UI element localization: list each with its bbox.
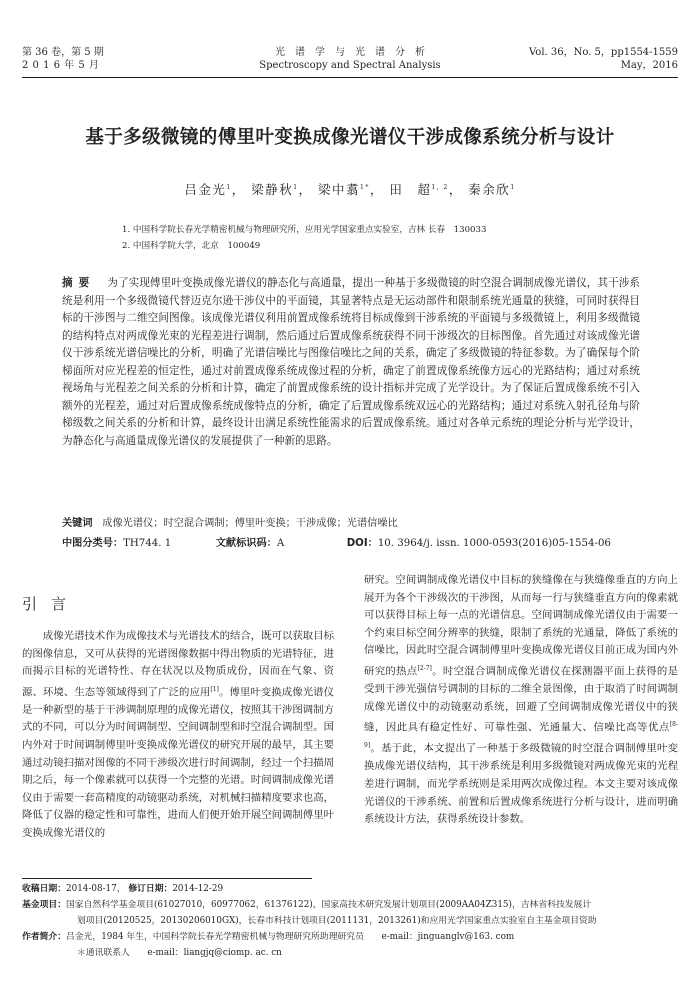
received-label: 收稿日期：	[22, 884, 66, 894]
affiliation-1: 1. 中国科学院长春光学精密机械与物理研究所，应用光学国家重点实验室，吉林 长春 130033	[122, 225, 487, 235]
abstract-text: 为了实现傅里叶变换成像光谱仪的静态化与高通量，提出一种基于多级微镜的时空混合调制成像光谱仪，其干涉系统是利用一个多级微镜代替迈克尔逊干涉仪中的平面镜，其显著特点是无运动部件和限制系统光通量的狭缝，可同时获得目标的干涉图与二维空间图像。该成像光谱仪利用前置成像系统将目标成像到干涉系统的平面镜与多级微镜上，利用多级微镜的结构特点对两成像光束的光程差进行调制，然后通过后置成像系统获得不同干涉级次的目标图像。首先通过对该成像光谱仪干涉系统光谱信噪比的分析，明确了光谱信噪比与图像信噪比之间的关系，确定了多级微镜的特征参数。为了确保每个阶梯面所对应光程差的恒定性，通过对前置成像系统成像过程的分析，确定了前置成像系统像方远心的光路结构；通过对系统视场角与光程差之间关系的分析和计算，确定了前置成像系统的设计指标并完成了光学设计。为了保证后置成像系统不引入额外的光程差，通过对后置成像系统成像特点的分析，确定了后置成像系统双远心的光路结构；通过对系统入射孔径角与阶梯级数之间关系的分析和计算，最终设计出满足系统性能需求的后置成像系统。通过对各单元系统的理论分析与光学设计，为静态化与高通量成像光谱仪的发展提供了一种新的思路。	[62, 277, 640, 447]
header-volume: 第 36 卷，第 5 期	[22, 47, 104, 58]
left-column	[22, 628, 334, 843]
revised-date: 2014-12-29	[172, 884, 224, 894]
revised-label: 修订日期：	[128, 884, 173, 894]
paper-title: 基于多级微镜的傅里叶变换成像光谱仪干涉成像系统分析与设计	[85, 127, 615, 148]
footnote-rule	[22, 878, 312, 879]
header-date: 2 0 1 6 年 5 月	[22, 60, 100, 71]
author-name: 梁中翥	[318, 182, 361, 197]
author-bio-text: 吕金光，1984 年生，中国科学院长春光学精密机械与物理研究所助理研究员 e-mail：jinguanglv@163. com	[66, 932, 515, 942]
author-affiliation-mark: 1	[226, 183, 232, 191]
citation-ref: [8-9]	[364, 721, 678, 750]
author-name: 秦余欣	[468, 182, 511, 197]
affiliation-2: 2. 中国科学院大学，北京 100049	[122, 241, 261, 251]
fund-label: 基金项目：	[22, 900, 66, 910]
abstract	[62, 275, 640, 450]
doc-code-label: 文献标识码：	[215, 538, 277, 549]
author-list: 吕金光$^1$， 梁静秋$^1$， 梁中翥$^{1*}$， 田 超$^{1, 2}$， 秦余欣$^1$	[184, 182, 516, 197]
author-affiliation-mark: 1	[510, 183, 516, 191]
classification-line	[62, 537, 611, 551]
keywords-text: 成像光谱仪；时空混合调制；傅里叶变换；干涉成像；光谱信噪比	[102, 518, 398, 529]
clc-value: TH744. 1	[123, 538, 172, 549]
paragraph-text: 。傅里叶变换成像光谱仪是一种新型的基于干涉调制原理的成像光谱仪，按照其干涉图调制方式的不同，可以分为时间调制型、空间调制型和时空混合调制型。国内外对于时间调制傅里叶变换成像光谱仪的研究开展的最早，其主要通过动镜扫描对图像的不同干涉级次进行时间调制，经过一个扫描周期之后，每一个像素就可以获得一个完整的光谱。时间调制成像光谱仪由于需要一套高精度的动镜驱动系统，对机械扫描精度要求也高，降低了仪器的稳定性和可靠性，进而人们便开始开展空间调制傅里叶变换成像光谱仪的	[22, 686, 335, 839]
paragraph-text: 。基于此，本文提出了一种基于多级微镜的时空混合调制傅里叶变换成像光谱仪结构，其干涉系统是利用多级微镜对两成像光束的光程差进行调制，而光学系统则是采用两次成像过程。本文主要对该成像光谱仪的干涉系统、前置和后置成像系统进行分析与设计，进而明确系统设计方法，获得系统设计参数。	[364, 742, 678, 826]
author-affiliation-mark: 1, 2	[431, 183, 449, 191]
citation-ref: [2-7]	[417, 664, 432, 672]
header-rule	[22, 77, 678, 78]
right-column	[364, 572, 678, 829]
paragraph-text: 成像光谱技术作为成像技术与光谱技术的结合，既可以获取目标的图像信息，又可从获得的光谱图像数据中得出物质的光谱特征，进而揭示目标的光谱特性、存在状况以及物质成份，因而在气象、资源、环境、生态等领域得到了广泛的应用	[22, 630, 334, 699]
author-affiliation-mark: 1	[293, 183, 299, 191]
footnote	[22, 881, 682, 961]
header-journal-cn: 光 谱 学 与 光 谱 分 析	[275, 47, 425, 58]
header-vol-pages: Vol. 36，No. 5，pp1554-1559	[529, 47, 678, 58]
author-affiliation-mark: 1*	[360, 183, 370, 191]
keywords-label: 关键词	[62, 518, 93, 529]
author-bio-label: 作者简介：	[22, 932, 66, 942]
author-name: 田 超	[389, 182, 432, 197]
abstract-label: 摘要	[62, 277, 96, 289]
header-journal-en: Spectroscopy and Spectral Analysis	[259, 60, 441, 71]
footnote-corresponding: ＊通讯联系人 e-mail：liangjq@ciomp. ac. cn	[77, 948, 282, 958]
keywords	[62, 517, 398, 531]
doi-label: DOI：	[346, 538, 378, 549]
doi-value: 10. 3964/j. issn. 1000-0593(2016)05-1554-06	[377, 538, 611, 549]
paragraph	[22, 628, 334, 843]
received-date: 2014-08-17，	[66, 884, 126, 894]
clc-label: 中图分类号：	[62, 538, 124, 549]
paragraph-text: 。时空混合调制成像光谱仪在探测器平面上获得的是受到干涉光强信号调制的目标的二维全景图像，由于取消了时间调制成像光谱仪中的动镜驱动系统，回避了空间调制成像光谱仪中的狭缝，因此具有稳定性好、可靠性强、光通量大、信噪比高等优点	[364, 665, 679, 734]
author-name: 吕金光	[184, 182, 227, 197]
fund-text: 国家自然科学基金项目(61027010，60977062，61376122)，国家高技术研究发展计划项目(2009AA04Z315)，吉林省科技发展计	[66, 900, 592, 910]
author-name: 梁静秋	[251, 182, 294, 197]
citation-ref: [1]	[210, 685, 219, 693]
footnote-fund	[22, 897, 682, 913]
section-heading-introduction: 引言	[22, 595, 81, 613]
doc-code-value: A	[276, 538, 285, 549]
footnote-fund-cont: 划项目(20120525，20130206010GX)，长春市科技计划项目(2011131，2013261)和应用光学国家重点实验室自主基金项目资助	[77, 916, 597, 926]
paragraph	[364, 572, 678, 829]
header-month: May，2016	[620, 60, 678, 71]
paragraph-text: 研究。空间调制成像光谱仪中目标的狭缝像在与狭缝像垂直的方向上展开为各个干涉级次的干涉图，从而每一行与狭缝垂直方向的像素就可以获得目标上每一点的光谱信息。空间调制成像光谱仪由于需要一个约束目标空间分辨率的狭缝，限制了系统的光通量，降低了系统的信噪比，因此时空混合调制傅里叶变换成像光谱仪目前正成为国内外研究的热点	[364, 574, 678, 678]
footnote-author	[22, 929, 682, 945]
footnote-dates	[22, 881, 682, 897]
